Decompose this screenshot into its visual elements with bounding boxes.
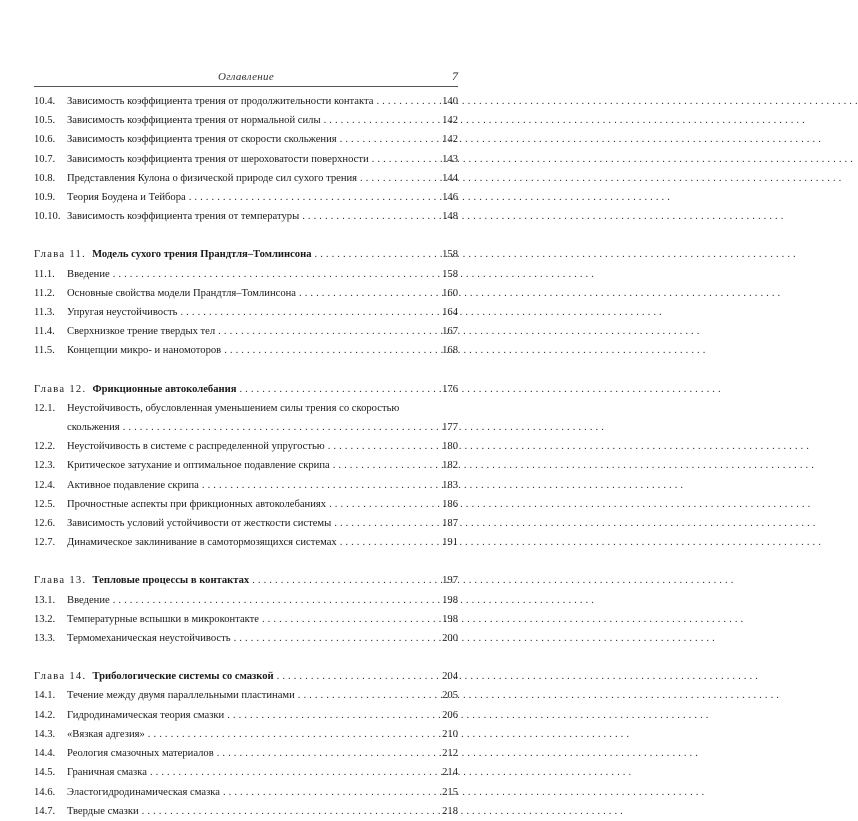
dot-leader [113,591,433,610]
entry-title: Активное подавление скрипа [67,479,199,491]
chapter-title: Трибологические системы со смазкой [92,671,274,683]
entry-number: 14.4. [34,748,56,760]
entry-title: Зависимость коэффициента трения от скорости скольжения [67,134,337,146]
entry-page: 205 [442,690,458,702]
entry-page: 140 [442,96,458,107]
dot-leader [329,495,433,514]
section-gap [34,552,458,571]
toc-entry[interactable] [34,725,458,744]
dot-leader [148,725,433,744]
section-gap [34,361,458,380]
toc-entry[interactable] [34,591,458,610]
toc-entry[interactable] [34,456,458,475]
entry-page: 177 [442,422,458,434]
entry-page: 212 [442,748,458,760]
entry-page: 158 [442,268,458,280]
entry-title: Течение между двумя параллельными пластинами [67,690,295,702]
dot-leader [202,476,433,495]
entry-title: Температурные вспышки в микроконтакте [67,613,259,625]
dot-leader [189,188,433,207]
toc-chapter-entry[interactable] [34,571,458,590]
entry-number: 12.6. [34,518,56,530]
entry-number: 10.9. [34,192,56,204]
entry-number: 14.1. [34,690,56,702]
entry-title: Представления Кулона о физической природе сил сухого трения [67,172,358,184]
dot-leader [340,130,433,149]
entry-title: Сверхнизкое трение твердых тел [67,326,216,338]
entry-number: 10.4. [34,96,56,107]
toc-entry[interactable] [34,341,458,360]
entry-number: 12.3. [34,460,56,472]
toc-entry[interactable] [34,150,458,169]
dot-leader [223,783,433,802]
dot-leader [262,610,433,629]
dot-leader [302,207,433,226]
entry-title: Динамическое заклинивание в самотормозящихся системах [67,537,337,549]
chapter-page: 197 [442,575,458,587]
entry-page: 142 [442,115,458,127]
toc-entry[interactable] [34,629,458,648]
entry-page: 215 [442,786,458,798]
toc-entry[interactable] [34,399,458,437]
entry-number: 11.2. [34,287,55,299]
entry-page: 218 [442,805,458,817]
entry-number: 10.5. [34,115,56,127]
table-of-contents [34,92,458,821]
entry-title: Упругая неустойчивость [67,307,178,319]
dot-leader [123,418,433,437]
toc-entry[interactable] [34,284,458,303]
entry-number: 12.4. [34,479,56,491]
toc-entry[interactable] [34,265,458,284]
entry-title: Неустойчивость в системе с распределенной упругостью [67,441,325,453]
entry-number: 12.1. [34,402,56,414]
toc-entry[interactable] [34,763,458,782]
entry-page: 148 [442,211,458,223]
dot-leader [328,437,433,456]
toc-entry[interactable] [34,322,458,341]
toc-chapter-entry[interactable] [34,667,458,686]
section-gap [34,648,458,667]
entry-title: Зависимость условий устойчивости от жесткости системы [67,518,332,530]
chapter-title: Фрикционные автоколебания [92,383,237,395]
toc-entry[interactable] [34,303,458,322]
dot-leader [252,571,433,590]
entry-page: 183 [442,479,458,491]
chapter-title: Тепловые процессы в контактах [92,575,250,587]
toc-entry[interactable] [34,783,458,802]
entry-number: 14.6. [34,786,56,798]
entry-page: 210 [442,728,458,740]
entry-number: 14.3. [34,728,56,740]
entry-title: Термомеханическая неустойчивость [67,633,231,645]
dot-leader [376,92,433,111]
entry-title: Граничная смазка [67,767,147,779]
toc-entry[interactable] [34,610,458,629]
entry-title: Зависимость коэффициента трения от нормальной силы [67,115,321,127]
toc-entry[interactable] [34,744,458,763]
chapter-number: Глава 11. [34,249,87,261]
entry-number: 14.5. [34,767,56,779]
toc-entry[interactable] [34,169,458,188]
entry-number: 10.8. [34,172,56,184]
dot-leader [334,514,433,533]
toc-chapter-entry[interactable] [34,380,458,399]
toc-entry[interactable] [34,686,458,705]
running-title: Оглавление [217,71,275,83]
entry-title: Зависимость коэффициента трения от продолжительности контакта [67,96,374,107]
toc-entry[interactable] [34,533,458,552]
dot-leader [218,322,433,341]
entry-page: 198 [442,613,458,625]
entry-page: 160 [442,287,458,299]
toc-entry[interactable] [34,476,458,495]
dot-leader [299,284,433,303]
chapter-title: Модель сухого трения Прандтля–Томлинсона [92,249,312,261]
entry-number: 13.2. [34,613,56,625]
toc-entry[interactable] [34,802,458,821]
entry-number: 11.5. [34,345,55,357]
entry-page: 168 [442,345,458,357]
entry-title: «Вязкая адгезия» [67,728,145,740]
dot-leader [298,686,433,705]
entry-page: 187 [442,518,458,530]
dot-leader [315,245,434,264]
entry-title: Концепции микро- и наномоторов [67,345,222,357]
entry-number: 10.7. [34,153,56,165]
entry-title: Неустойчивость, обусловленная уменьшением силы трения со скоростью [67,402,400,414]
entry-number: 13.3. [34,633,56,645]
dot-leader [142,802,433,821]
entry-page: 180 [442,441,458,453]
dot-leader [150,763,433,782]
entry-title: Теория Боудена и Тейбора [67,192,186,204]
dot-leader [333,456,433,475]
dot-leader [217,744,433,763]
entry-number: 11.4. [34,326,55,338]
entry-title-continued: скольжения [67,422,120,434]
entry-title: Эластогидродинамическая смазка [67,786,220,798]
chapter-number: Глава 12. [34,383,87,395]
entry-page: 146 [442,192,458,204]
entry-page: 206 [442,709,458,721]
entry-title: Прочностные аспекты при фрикционных автоколебаниях [67,498,327,510]
dot-leader [224,341,433,360]
toc-entry[interactable] [34,188,458,207]
entry-number: 12.2. [34,441,56,453]
entry-title: Гидродинамическая теория смазки [67,709,225,721]
entry-page: 142 [442,134,458,146]
header-rule [34,86,458,87]
entry-page: 144 [442,172,458,184]
chapter-number: Глава 14. [34,671,87,683]
dot-leader [277,667,433,686]
entry-page: 214 [442,767,458,779]
entry-title: Основные свойства модели Прандтля–Томлинсона [67,287,296,299]
chapter-page: 158 [442,249,458,261]
entry-title: Критическое затухание и оптимальное подавление скрипа [67,460,330,472]
entry-number: 13.1. [34,594,56,606]
entry-title: Введение [67,268,110,280]
page-header [34,69,458,87]
entry-number: 10.10. [34,211,61,223]
toc-entry[interactable] [34,495,458,514]
toc-entry[interactable] [34,437,458,456]
toc-entry[interactable] [34,92,458,111]
entry-page: 182 [442,460,458,472]
dot-leader [340,533,433,552]
entry-title: Введение [67,594,110,606]
entry-title: Зависимость коэффициента трения от шероховатости поверхности [67,153,369,165]
entry-number: 12.5. [34,498,56,510]
section-gap [34,226,458,245]
entry-number: 12.7. [34,537,56,549]
entry-page: 164 [442,307,458,319]
entry-continuation [34,418,458,437]
toc-chapter-entry[interactable] [34,245,458,264]
dot-leader [239,380,433,399]
chapter-number: Глава 13. [34,575,87,587]
entry-number: 14.7. [34,805,56,817]
entry-title: Реология смазочных материалов [67,748,214,760]
chapter-page: 176 [442,383,458,395]
dot-leader [113,265,433,284]
toc-entry[interactable] [34,207,458,226]
entry-title: Зависимость коэффициента трения от температуры [67,211,300,223]
entry-number: 11.1. [34,268,55,280]
entry-page: 198 [442,594,458,606]
dot-leader [227,706,433,725]
dot-leader [324,111,433,130]
entry-number: 11.3. [34,307,55,319]
dot-leader [180,303,433,322]
entry-page: 191 [442,537,458,549]
toc-entry[interactable] [34,706,458,725]
toc-entry[interactable] [34,111,458,130]
entry-number: 14.2. [34,709,56,721]
entry-number: 10.6. [34,134,56,146]
page-number: 7 [452,69,458,83]
dot-leader [360,169,433,188]
dot-leader [234,629,433,648]
entry-page: 143 [442,153,458,165]
dot-leader [372,150,433,169]
chapter-page: 204 [442,671,458,683]
entry-page: 167 [442,326,458,338]
toc-entry[interactable] [34,130,458,149]
entry-page: 186 [442,498,458,510]
toc-entry[interactable] [34,514,458,533]
entry-title: Твердые смазки [67,805,139,817]
entry-page: 200 [442,633,458,645]
